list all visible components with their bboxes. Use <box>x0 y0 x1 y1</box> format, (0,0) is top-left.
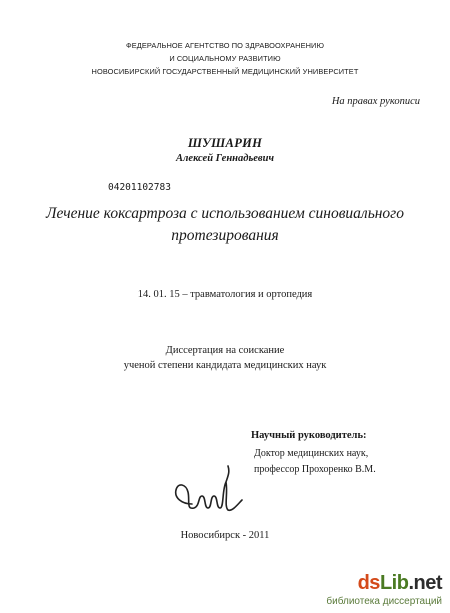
watermark-lib: Lib <box>379 572 409 594</box>
watermark-net: .net <box>408 572 442 594</box>
author-given-names: Алексей Геннадьевич <box>176 153 274 164</box>
place-and-year: Новосибирск - 2011 <box>180 530 270 541</box>
dissertation-purpose-line-1: Диссертация на соискание <box>165 345 285 356</box>
manuscript-rights-note: На правах рукописи <box>331 96 420 107</box>
author-surname: ШУШАРИН <box>187 136 263 150</box>
thesis-title-line-2: протезирования <box>171 227 279 244</box>
watermark-ds: ds <box>357 572 380 594</box>
dissertation-purpose-line-2: ученой степени кандидата медицинских наук <box>123 360 327 371</box>
dslib-watermark-logo <box>358 572 442 595</box>
university-name: НОВОСИБИРСКИЙ ГОСУДАРСТВЕННЫЙ МЕДИЦИНСКИЙ УНИВЕРСИТЕТ <box>91 67 359 76</box>
supervisor-name: профессор Прохоренко В.М. <box>254 464 376 475</box>
agency-line-1: ФЕДЕРАЛЬНОЕ АГЕНТСТВО ПО ЗДРАВООХРАНЕНИЮ <box>125 41 325 50</box>
supervisor-label: Научный руководитель: <box>251 430 367 441</box>
supervisor-degree: Доктор медицинских наук, <box>254 448 369 459</box>
registry-code: 04201102783 <box>108 182 171 193</box>
specialty-code: 14. 01. 15 – травматология и ортопедия <box>137 289 313 300</box>
watermark-subtitle: библиотека диссертаций <box>326 596 442 607</box>
thesis-title-line-1: Лечение коксартроза с использованием синовиального <box>46 205 404 222</box>
agency-line-2: И СОЦИАЛЬНОМУ РАЗВИТИЮ <box>169 54 281 63</box>
handwritten-signature <box>168 460 246 524</box>
